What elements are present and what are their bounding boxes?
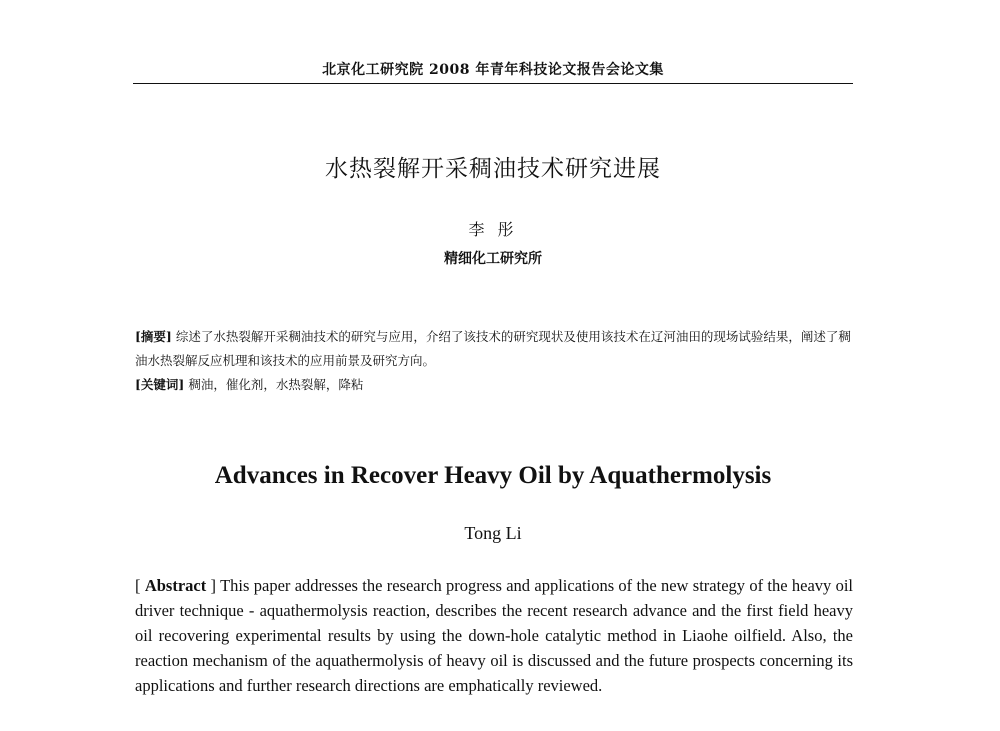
header-rule: [133, 83, 853, 84]
chinese-abstract-text: 综述了水热裂解开采稠油技术的研究与应用，介绍了该技术的研究现状及使用该技术在辽河油田的现场试验结果，阐述了稠油水热裂解反应机理和该技术的应用前景及研究方向。: [135, 329, 851, 368]
english-abstract-text: This paper addresses the research progress and applications of the new strategy of the heavy oil driver technique - aquathermolysis reaction, describes the recent research advance and the first field heavy oil recovering experimental results by using the down-hole catalytic method in Liaohe oilfield. Also, the reaction mechanism of the aquathermolysis of heavy oil is discussed and the future prospects concerning its applications and further research directions are emphatically reviewed.: [135, 576, 854, 695]
chinese-keywords-text: 稠油，催化剂，水热裂解，降粘: [188, 377, 364, 392]
chinese-affiliation: 精细化工研究所: [444, 251, 542, 267]
english-abstract: [135, 573, 853, 698]
chinese-abstract: [135, 325, 855, 373]
chinese-keywords-tag: [关键词]: [135, 377, 185, 392]
running-header: 北京化工研究院 2008 年青年科技论文报告会论文集: [322, 62, 664, 78]
chinese-author: 李 彤: [468, 220, 518, 239]
chinese-abstract-tag: [摘要]: [135, 329, 172, 344]
chinese-keywords: [135, 373, 855, 397]
english-abstract-close-bracket: ]: [206, 576, 217, 595]
english-abstract-tag: Abstract: [144, 576, 207, 595]
english-title: Advances in Recover Heavy Oil by Aquathermolysis: [214, 462, 772, 489]
english-abstract-open-bracket: [: [135, 576, 145, 595]
english-author: Tong Li: [464, 523, 522, 543]
chinese-title: 水热裂解开采稠油技术研究进展: [325, 156, 661, 182]
